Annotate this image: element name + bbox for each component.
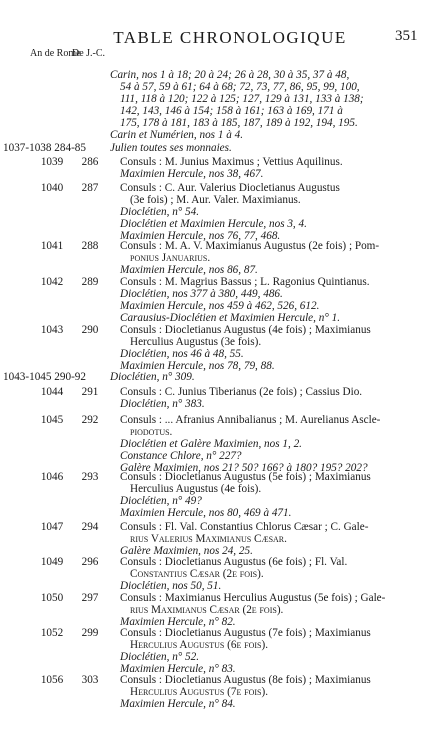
column-header-jc: De J.-C.: [72, 48, 106, 59]
year-rome: 1049: [40, 556, 64, 568]
entry-line: Carausius-Dioclétien et Maximien Hercule, n° 1.: [120, 311, 340, 324]
year-rome: 1046: [40, 471, 64, 483]
entry-line: Consuls : Fl. Val. Constantius Chlorus Cæsar ; C. Gale-: [120, 521, 369, 533]
year-rome: 1039: [40, 156, 64, 168]
year-jc: 293: [81, 471, 99, 483]
entry-line: Maximien Hercule, n° 83.: [120, 662, 236, 675]
entry-text: [120, 557, 418, 593]
entry-line: Maximien Hercule, nos 76, 77, 468.: [120, 229, 281, 242]
entry-text: [120, 522, 418, 558]
entry-line: Dioclétien, n° 309.: [110, 371, 195, 383]
entry-line: Herculius Augustus (3e fois).: [130, 335, 262, 348]
entry-line: Consuls : Diocletianus Augustus (4e fois) ; Maximianus: [120, 324, 371, 336]
entry-text: [120, 675, 418, 711]
entry-line: Consuls : Diocletianus Augustus (7e fois) ; Maximianus: [120, 627, 371, 639]
entry-line: Carin, nos 1 à 18; 20 à 24; 26 à 28, 30 à 35, 37 à 48,: [110, 69, 350, 81]
entry-line: Dioclétien, n° 49?: [120, 494, 202, 507]
entry-line: (3e fois) ; M. Aur. Valer. Maximianus.: [130, 193, 301, 206]
year-jc: 303: [81, 674, 99, 686]
entry-line: Julien toutes ses monnaies.: [110, 142, 232, 154]
year-jc: 294: [81, 521, 99, 533]
entry-line: Maximien Hercule, n° 82.: [120, 615, 236, 628]
entry-text: [120, 157, 418, 181]
year-rome: 1047: [40, 521, 64, 533]
year-rome: 1041: [40, 240, 64, 252]
entry-line: 175, 178 à 181, 183 à 185, 187, 189 à 192, 194, 195.: [120, 116, 358, 129]
entry-line: rius Maximianus Cæsar (2e fois).: [130, 603, 284, 616]
entry-line: Dioclétien, nos 50, 51.: [120, 579, 222, 592]
entry-text: [110, 372, 418, 384]
year-rome: 1037-1038 284-85: [3, 142, 86, 154]
year-jc: 291: [81, 386, 99, 398]
year-jc: 296: [81, 556, 99, 568]
entry-line: Galère Maximien, nos 24, 25.: [120, 544, 253, 557]
entry-text: [120, 628, 418, 676]
entry-line: Consuls : M. Junius Maximus ; Vettius Aquilinus.: [120, 156, 343, 168]
year-rome: 1042: [40, 276, 64, 288]
entry-line: Dioclétien et Galère Maximien, nos 1, 2.: [120, 437, 302, 450]
entry-text: [110, 143, 418, 155]
entry-line: Consuls : M. A. V. Maximianus Augustus (2e fois) ; Pom-: [120, 240, 380, 252]
year-rome: 1052: [40, 627, 64, 639]
year-jc: 290: [81, 324, 99, 336]
entry-line: Consuls : C. Aur. Valerius Diocletianus Augustus: [120, 182, 340, 194]
entry-line: Maximien Hercule, nos 86, 87.: [120, 263, 258, 276]
entry-line: Maximien Hercule, n° 84.: [120, 697, 236, 710]
entry-line: Maximien Hercule, nos 38, 467.: [120, 167, 264, 180]
entry-line: Maximien Hercule, nos 80, 469 à 471.: [120, 506, 292, 519]
entry-line: Consuls : Diocletianus Augustus (8e fois) ; Maximianus: [120, 674, 371, 686]
year-rome: 1050: [40, 592, 64, 604]
year-rome: 1045: [40, 414, 64, 426]
entry-line: rius Valerius Maximianus Cæsar.: [130, 532, 287, 545]
year-rome: 1056: [40, 674, 64, 686]
running-title: TABLE CHRONOLOGIQUE: [113, 28, 347, 47]
entry-line: Constantius Cæsar (2e fois).: [130, 567, 264, 580]
column-header-rome: An de Rome: [30, 48, 81, 59]
entry-text: [110, 70, 418, 141]
year-jc: 286: [81, 156, 99, 168]
entry-line: Dioclétien, n° 54.: [120, 205, 200, 218]
entry-line: Maximien Hercule, nos 78, 79, 88.: [120, 359, 275, 372]
entry-line: Herculius Augustus (7e fois).: [130, 685, 269, 698]
entry-text: [120, 387, 418, 411]
entry-line: Consuls : Diocletianus Augustus (6e fois) ; Fl. Val.: [120, 556, 348, 568]
year-jc: 299: [81, 627, 99, 639]
entry-line: Herculius Augustus (6e fois).: [130, 638, 269, 651]
entry-line: Consuls : C. Junius Tiberianus (2e fois) ; Cassius Dio.: [120, 386, 363, 398]
entry-line: Consuls : Diocletianus Augustus (5e fois) ; Maximianus: [120, 471, 371, 483]
entry-line: Dioclétien et Maximien Hercule, nos 3, 4.: [120, 217, 307, 230]
entry-line: Dioclétien, nos 377 à 380, 449, 486.: [120, 287, 283, 300]
year-jc: 287: [81, 182, 99, 194]
year-rome: 1043-1045 290-92: [3, 371, 86, 383]
entry-text: [120, 415, 418, 475]
entry-line: piodotus.: [130, 425, 173, 438]
entry-text: [120, 183, 418, 243]
year-jc: 288: [81, 240, 99, 252]
year-jc: 292: [81, 414, 99, 426]
entry-text: [120, 277, 418, 325]
entry-text: [120, 593, 418, 629]
entry-line: 111, 118 à 120; 122 à 125; 127, 129 à 131, 133 à 138;: [120, 92, 364, 105]
entry-line: Dioclétien, nos 46 à 48, 55.: [120, 347, 244, 360]
page-number: 351: [395, 28, 418, 44]
entry-line: 142, 143, 146 à 154; 158 à 161; 163 à 169, 171 à: [120, 104, 343, 117]
year-rome: 1044: [40, 386, 64, 398]
entry-text: [120, 472, 418, 520]
year-rome: 1040: [40, 182, 64, 194]
entry-line: Dioclétien, n° 383.: [120, 397, 205, 410]
year-jc: 297: [81, 592, 99, 604]
entry-line: 54 à 57, 59 à 61; 64 à 68; 72, 73, 77, 86, 95, 99, 100,: [120, 80, 360, 93]
entry-line: Galère Maximien, nos 21? 50? 166? à 180? 195? 202?: [120, 461, 368, 474]
entry-line: Maximien Hercule, nos 459 à 462, 526, 612.: [120, 299, 320, 312]
entry-line: ponius Januarius.: [130, 251, 211, 264]
entry-line: Herculius Augustus (4e fois).: [130, 482, 262, 495]
entry-text: [120, 241, 418, 277]
entry-line: Constance Chlore, n° 227?: [120, 449, 242, 462]
entry-line: Consuls : ... Afranius Annibalianus ; M. Aurelianus Ascle-: [120, 414, 381, 426]
entry-line: Dioclétien, n° 52.: [120, 650, 200, 663]
entry-line: Carin et Numérien, nos 1 à 4.: [110, 128, 244, 141]
entry-text: [120, 325, 418, 373]
entry-line: Consuls : M. Magrius Bassus ; L. Ragonius Quintianus.: [120, 276, 370, 288]
entry-line: Consuls : Maximianus Herculius Augustus (5e fois) ; Gale-: [120, 592, 386, 604]
year-jc: 289: [81, 276, 99, 288]
year-rome: 1043: [40, 324, 64, 336]
